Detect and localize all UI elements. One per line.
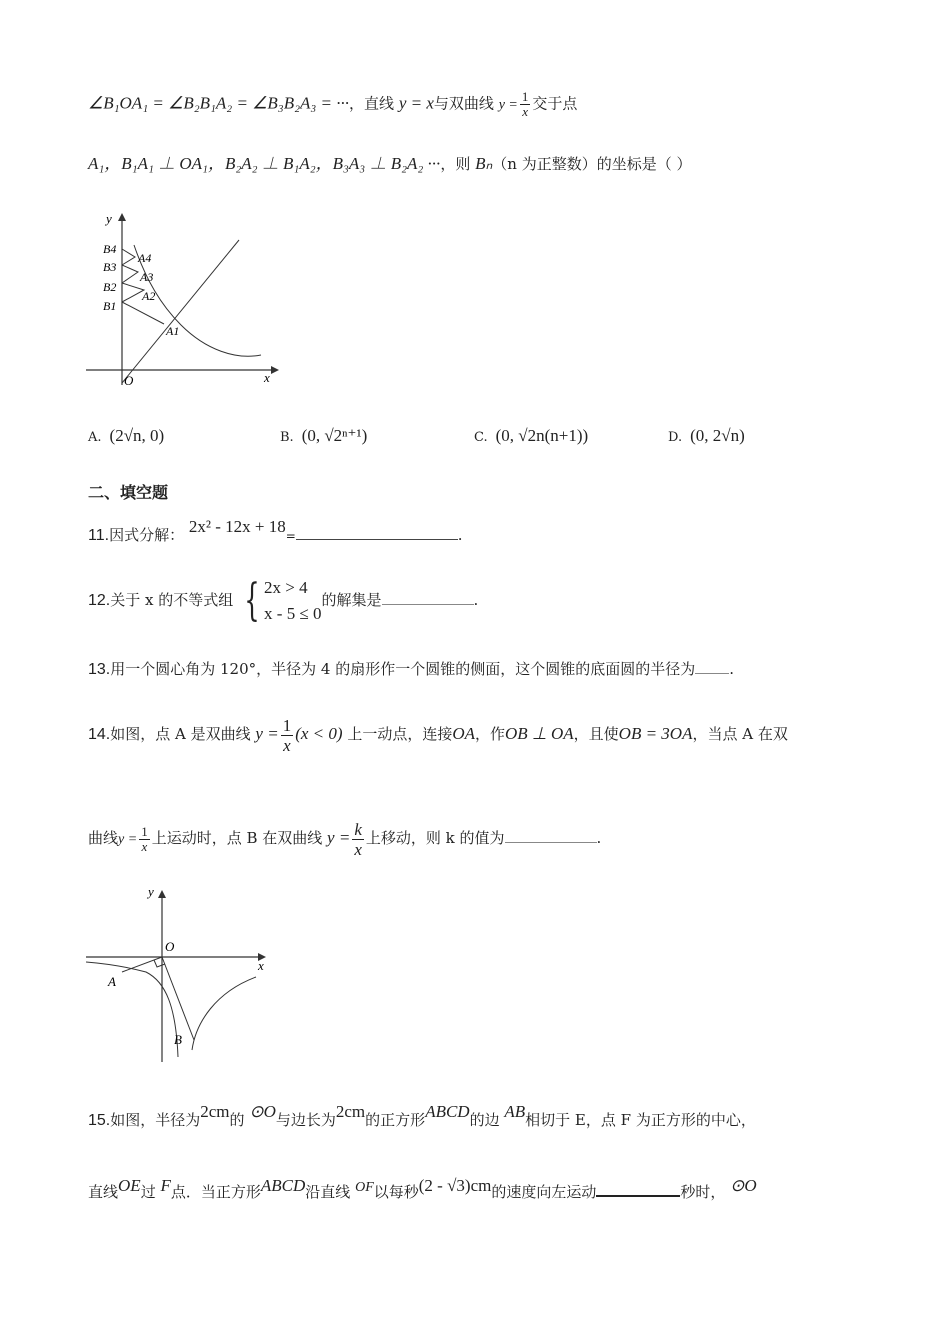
q15-of: OF: [355, 1180, 374, 1195]
q12: [88, 574, 890, 627]
q15-side-length: 2cm: [335, 1102, 366, 1121]
q14-line2: [88, 818, 890, 860]
q14-oa: OA: [452, 724, 475, 743]
fig-label-b: B: [174, 1032, 182, 1047]
option-b-label: B.: [280, 430, 294, 445]
q14-answer-blank[interactable]: [505, 842, 597, 843]
q15-oe: OE: [118, 1176, 141, 1195]
q15-square-abcd-2: ABCD: [260, 1176, 306, 1195]
fraction-denominator: x: [354, 839, 362, 859]
fraction-numerator: 1: [141, 823, 148, 839]
fig-label-x: x: [264, 370, 270, 385]
option-a-value: (2√n, 0): [109, 426, 165, 445]
q12-row2: x - 5 ≤ 0: [264, 604, 322, 623]
fig-label-o: O: [165, 939, 175, 954]
brace-icon: {: [244, 575, 260, 626]
fraction-numerator: 1: [282, 715, 292, 735]
q15-square-abcd: ABCD: [425, 1102, 470, 1121]
q10-perpendicular-chain: A₁，B₁A₁ ⊥ OA₁，B₂A₂ ⊥ B₁A₂，B₃A₃ ⊥ B₂A₂ ···: [88, 154, 441, 173]
q15-text-5: 的边: [469, 1111, 500, 1129]
q15-l2-text-6: 的速度向左运动: [491, 1183, 597, 1201]
fig-label-a3: A3: [140, 270, 154, 284]
q10-curve-lhs: y =: [498, 97, 518, 113]
q14-text-2: 上一动点，连接: [347, 725, 453, 743]
fraction-denominator: x: [522, 104, 528, 119]
q10-bn: Bₙ: [475, 154, 493, 173]
q14-eq1-lhs: y =: [255, 724, 279, 743]
q15-circle-o: ⊙O: [249, 1102, 276, 1121]
q10-line-equation: y = x: [398, 93, 434, 113]
fraction-denominator: x: [141, 838, 148, 854]
fig-label-b4: B4: [103, 242, 117, 256]
q15-side-ab: AB: [504, 1102, 526, 1121]
q15-l2-text-1: 直线: [88, 1183, 119, 1201]
q13-period: .: [729, 660, 735, 678]
q10-figure: [86, 205, 286, 390]
q12-inequality-system: [238, 575, 322, 627]
q12-row1: 2x > 4: [264, 578, 308, 597]
q15-radius: 2cm: [200, 1102, 230, 1121]
q13: [88, 657, 890, 682]
q15-line1: [88, 1103, 890, 1138]
option-c-label: C.: [474, 430, 488, 445]
fig-label-a: A: [108, 974, 116, 989]
option-d-value: (0, 2√n): [690, 426, 745, 445]
q12-answer-blank[interactable]: [382, 604, 474, 605]
fig-label-o: O: [124, 373, 134, 388]
q14-l2-text-2: 上运动时，点 B 在双曲线: [151, 829, 323, 847]
q13-number: 13.: [88, 661, 111, 678]
q14-eq3-fraction: [352, 820, 364, 859]
q10-line1: [88, 90, 890, 119]
option-b-value: (0, √2ⁿ⁺¹): [301, 426, 368, 445]
segment-b3-a4-b4: [122, 249, 135, 265]
y-axis-arrow-icon: [158, 890, 166, 898]
q14-l2-text-3: 上移动，则 k 的值为: [365, 829, 505, 847]
fig-label-b2: B2: [103, 280, 117, 294]
q10-text-straight-line: ，直线: [349, 94, 395, 113]
q15-text-3: 与边长为: [275, 1111, 336, 1129]
q13-answer-blank[interactable]: [695, 673, 729, 674]
section-title: 二、填空题: [88, 483, 169, 502]
q14-eq3-lhs: y =: [327, 828, 351, 847]
fig-label-y: y: [106, 211, 112, 226]
fraction-numerator: k: [354, 819, 362, 839]
q14-text-4: ，且使: [573, 725, 619, 743]
q14-period: .: [596, 829, 602, 847]
hyperbola-y-k-over-x: [192, 977, 256, 1050]
q14-ob-3oa: OB = 3OA: [618, 724, 693, 743]
q14-text-5: ，当点 A 在双: [692, 725, 788, 743]
fig-label-b1: B1: [103, 299, 117, 313]
q15-l2-text-2: 过: [140, 1183, 156, 1201]
q14-eq1-fraction: [281, 716, 294, 755]
q11-text: 因式分解：: [109, 526, 185, 544]
q12-number: 12.: [88, 592, 111, 609]
q14-text-3: ，作: [475, 725, 506, 743]
option-d-label: D.: [668, 430, 683, 445]
fig-label-x: x: [258, 958, 264, 973]
q15-number: 15.: [88, 1112, 111, 1129]
q10-question-end: （n 为正整数）的坐标是（ ）: [492, 155, 692, 173]
q14-perpendicular: OB ⊥ OA: [505, 724, 574, 743]
option-d[interactable]: [668, 426, 745, 446]
q14-figure: [86, 882, 286, 1067]
q14-eq2-lhs: y =: [118, 832, 138, 847]
q12-text: 关于 x 的不等式组: [110, 591, 234, 609]
q12-end-text: 的解集是: [321, 591, 382, 609]
segment-b1-a2-b2: [122, 283, 144, 302]
option-c-value: (0, √2n(n+1)): [495, 426, 589, 445]
q10-angle-chain: ∠B₁OA₁ = ∠B₂B₁A₂ = ∠B₃B₂A₃ = ···: [88, 93, 350, 113]
q11: [88, 517, 890, 548]
q10-text-with-hyperbola: 与双曲线: [433, 94, 494, 113]
q15-text-2: 的: [229, 1111, 245, 1129]
q13-text: 用一个圆心角为 120°，半径为 4 的扇形作一个圆锥的侧面，这个圆锥的底面圆的半径为: [110, 660, 696, 678]
q15-circle-o-2: ⊙O: [730, 1176, 757, 1195]
q11-equals: =: [285, 529, 296, 543]
fraction-numerator: 1: [521, 89, 529, 104]
fig-label-a4: A4: [138, 251, 152, 265]
q12-period: .: [473, 591, 479, 609]
q15-l2-text-4: 沿直线: [305, 1183, 351, 1201]
q14-line1: [88, 714, 890, 755]
q10-text-then: ，则: [440, 155, 471, 173]
fig-label-a2: A2: [142, 289, 156, 303]
q11-expression: 2x² - 12x + 18: [188, 517, 286, 536]
q15-l2-text-5: 以每秒: [373, 1183, 419, 1201]
fraction-denominator: x: [283, 735, 291, 755]
q10-text-intersect: 交于点: [532, 94, 578, 113]
q15-point-f: F: [160, 1176, 171, 1195]
option-a-label: A.: [88, 430, 102, 445]
q14-text-1: 如图，点 A 是双曲线: [110, 725, 251, 743]
q15-answer-blank[interactable]: [596, 1195, 680, 1197]
fig-label-a1: A1: [166, 324, 180, 338]
q14-l2-text-1: 曲线: [88, 829, 119, 847]
option-a[interactable]: [88, 426, 164, 446]
q15-l2-text-7: 秒时，: [680, 1183, 726, 1201]
fig-label-b3: B3: [103, 260, 117, 274]
q15-text-6: 相切于 E，点 F 为正方形的中心，: [525, 1111, 756, 1129]
q10-fraction: [520, 90, 531, 119]
q11-answer-blank[interactable]: [296, 539, 458, 540]
q15-text-1: 如图，半径为: [110, 1111, 201, 1129]
segment-ob: [162, 957, 194, 1040]
q15-line2: [88, 1175, 890, 1211]
segment-b2-a3-b3: [122, 265, 138, 283]
option-c[interactable]: [474, 426, 588, 446]
q14-eq1-condition: (x < 0): [295, 724, 343, 743]
q15-l2-text-3: 点．当正方形: [170, 1183, 261, 1201]
hyperbola-y-1-over-x: [86, 962, 178, 1057]
q14-eq2-fraction: [139, 825, 150, 854]
q15-text-4: 的正方形: [365, 1111, 426, 1129]
q15-speed: (2 - √3)cm: [418, 1176, 492, 1195]
q11-number: 11.: [88, 527, 110, 544]
q10-line2: [88, 152, 890, 176]
segment-b1-a1: [122, 302, 164, 324]
q11-period: .: [457, 526, 463, 544]
x-axis-arrow-icon: [271, 366, 279, 374]
y-axis-arrow-icon: [118, 213, 126, 221]
option-b[interactable]: [280, 426, 367, 446]
fig-label-y: y: [148, 884, 154, 899]
q14-number: 14.: [88, 726, 111, 743]
